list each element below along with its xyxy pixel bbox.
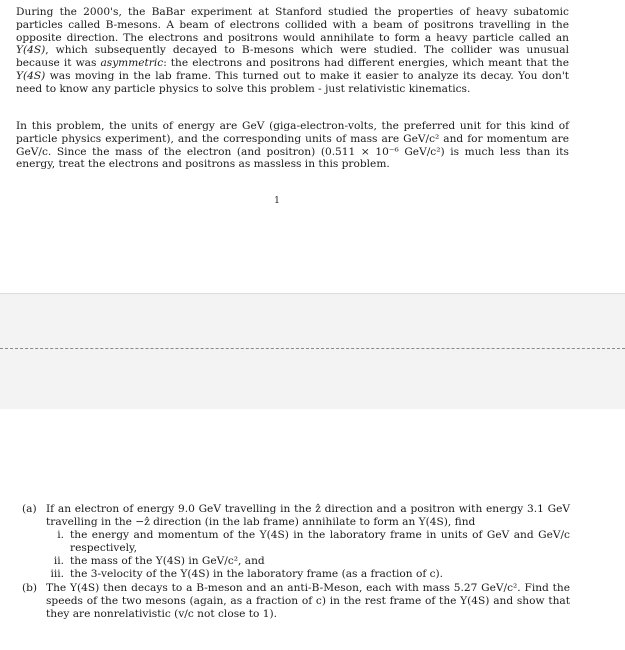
question-label-a: (a) <box>22 503 37 515</box>
page-break-divider <box>0 348 625 349</box>
question-part-a <box>22 503 570 581</box>
question-part-b <box>22 582 570 621</box>
subitem-label: i. <box>57 529 64 541</box>
asymmetric-emphasis: asymmetric <box>100 57 164 70</box>
subitem-text: the energy and momentum of the Υ(4S) in the laboratory frame in units of GeV and GeV/c respectively, <box>70 529 570 554</box>
list-item <box>46 568 570 581</box>
intro-paragraph-2: In this problem, the units of energy are GeV (giga-electron-volts, the preferred unit for this kind of particle physics experiment), and the corresponding units of mass are GeV/c² and for momentum are GeV/c. Since the mass of the electron (and positron) (0.511 × 10⁻⁶ GeV/c²) is much less than its energy, treat the electrons and positrons as massless in this problem. <box>16 120 569 171</box>
list-item <box>46 529 570 555</box>
subitem-text: the mass of the Υ(4S) in GeV/c², and <box>70 555 265 567</box>
question-list <box>22 503 570 622</box>
subitem-text: the 3-velocity of the Υ(4S) in the laboratory frame (as a fraction of c). <box>70 568 444 580</box>
question-label-b: (b) <box>22 582 38 594</box>
question-a-subitems <box>46 529 570 581</box>
intro-p1-part-c: : the electrons and positrons had different energies, which meant that the <box>163 57 569 70</box>
upsilon-symbol: Υ(4S) <box>16 69 46 82</box>
upsilon-symbol: Υ(4S) <box>16 44 46 57</box>
list-item <box>46 555 570 568</box>
intro-p1-part-d: was moving in the lab frame. This turned out to make it easier to analyze its decay. You don't need to know any particle physics to solve this problem - just relativistic kinematics. <box>16 69 569 95</box>
intro-paragraph-1 <box>16 6 569 96</box>
subitem-label: ii. <box>53 555 64 567</box>
page-number: 1 <box>274 196 280 206</box>
intro-p1-part-a: During the 2000's, the BaBar experiment at Stanford studied the properties of heavy subatomic particles called B-mesons. A beam of electrons collided with a beam of positrons travelling in the opposite direction. The electrons and positrons would annihilate to form a heavy particle called an <box>16 6 569 44</box>
page-gap <box>0 293 625 410</box>
subitem-label: iii. <box>50 568 64 580</box>
page-bottom <box>0 409 625 650</box>
question-text-b: The Υ(4S) then decays to a B-meson and an anti-B-Meson, each with mass 5.27 GeV/c². Find the speeds of the two mesons (again, as a fraction of c) in the rest frame of the Υ(4S) and show that they are nonrelativistic (v/c not close to 1). <box>46 582 570 620</box>
intro-p1-part-b: , which subsequently decayed to B-mesons which were studied. The collider was unusual because it was <box>16 44 569 70</box>
question-text-a: If an electron of energy 9.0 GeV travelling in the ẑ direction and a positron with energy 3.1 GeV travelling in the −ẑ direction (in the lab frame) annihilate to form an Υ(4S), find <box>46 503 570 528</box>
page-top <box>0 0 625 293</box>
